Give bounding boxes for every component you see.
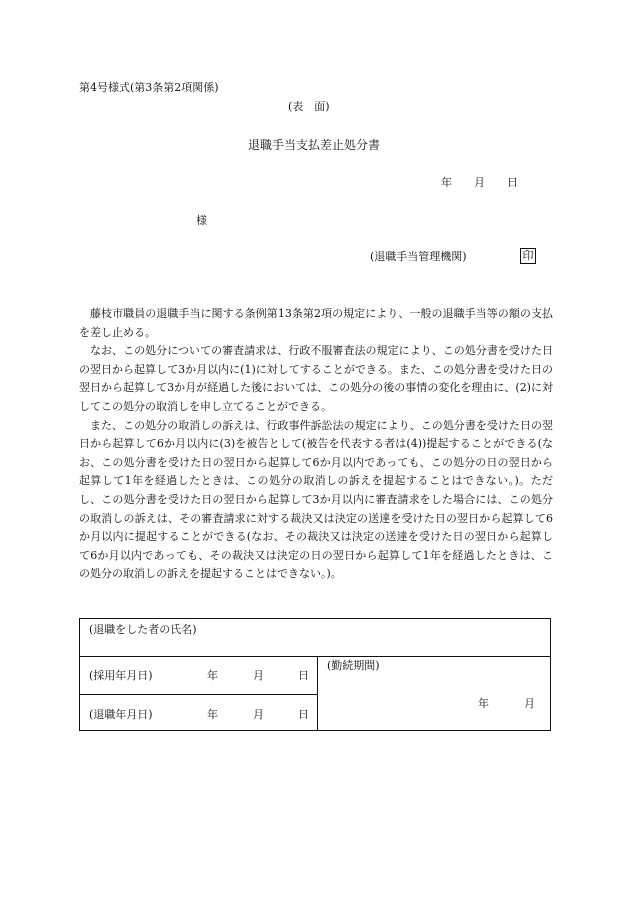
retire-date-label: (退職年月日) [89,708,153,721]
date-line [441,176,518,190]
paragraph: 藤枝市職員の退職手当に関する条例第13条第2項の規定により、一般の退職手当等の額の支払を差し止める。 [79,307,553,339]
hire-date-label: (採用年月日) [89,669,153,682]
date-day: 日 [507,176,518,189]
paragraph: なお、この処分についての審査請求は、行政不服審査法の規定により、この処分書を受けた日の翌日から起算して3か月以内に(1)に対してすることができる。また、この処分書を受けた日の翌日から起算して3か月が経過した後においては、この処分の後の事情の変化を理由に、(2)に対してこの処分の取消しを申し立てることができる。 [79,344,553,413]
service-months: 月 [524,697,535,710]
paragraph: また、この処分の取消しの訴えは、行政事件訴訟法の規定により、この処分書を受けた日の翌日から起算して6か月以内に(3)を被告として(被告を代表する者は(4))提起することができる(なお、この処分書を受けた日の翌日から起算して6か月以内であっても、この処分の日の翌日から起算して1年を経過したときは、この処分の取消しの訴えを提起することはできない。)。ただし、この処分書を受けた日の翌日から起算して3か月以内に審査請求をした場合には、この処分の取消しの訴えは、その審査請求に対する裁決又は決定の送達を受けた日の翌日から起算して6か月以内に提起することができる(なお、その裁決又は決定の送達を受けた日の翌日から起算して6か月以内であっても、その裁決又は決定の日の翌日から起算して1年を経過したときは、この処分の取消しの訴えを提起することはできない。)。 [79,418,553,581]
addressee-suffix: 様 [196,214,207,227]
retiree-info-table [79,618,551,731]
form-number: 第4号様式(第3条第2項関係) [79,81,219,94]
hire-year: 年 [207,669,218,682]
seal-mark: 印 [520,248,536,264]
service-years: 年 [478,697,489,710]
service-period-label: (勤続期間) [327,659,380,672]
body-text [79,305,553,584]
issuing-authority: (退職手当管理機関) [370,250,467,263]
table-divider-vertical [317,656,318,730]
date-year: 年 [441,176,452,189]
hire-day: 日 [298,669,309,682]
retire-month: 月 [253,708,264,721]
hire-month: 月 [253,669,264,682]
table-divider-horizontal [80,694,317,695]
retiree-name-label: (退職をした者の氏名) [89,623,197,636]
retire-year: 年 [207,708,218,721]
side-label: (表 面) [288,100,330,113]
document-title: 退職手当支払差止処分書 [248,138,381,152]
retire-day: 日 [298,708,309,721]
date-month: 月 [474,176,485,189]
